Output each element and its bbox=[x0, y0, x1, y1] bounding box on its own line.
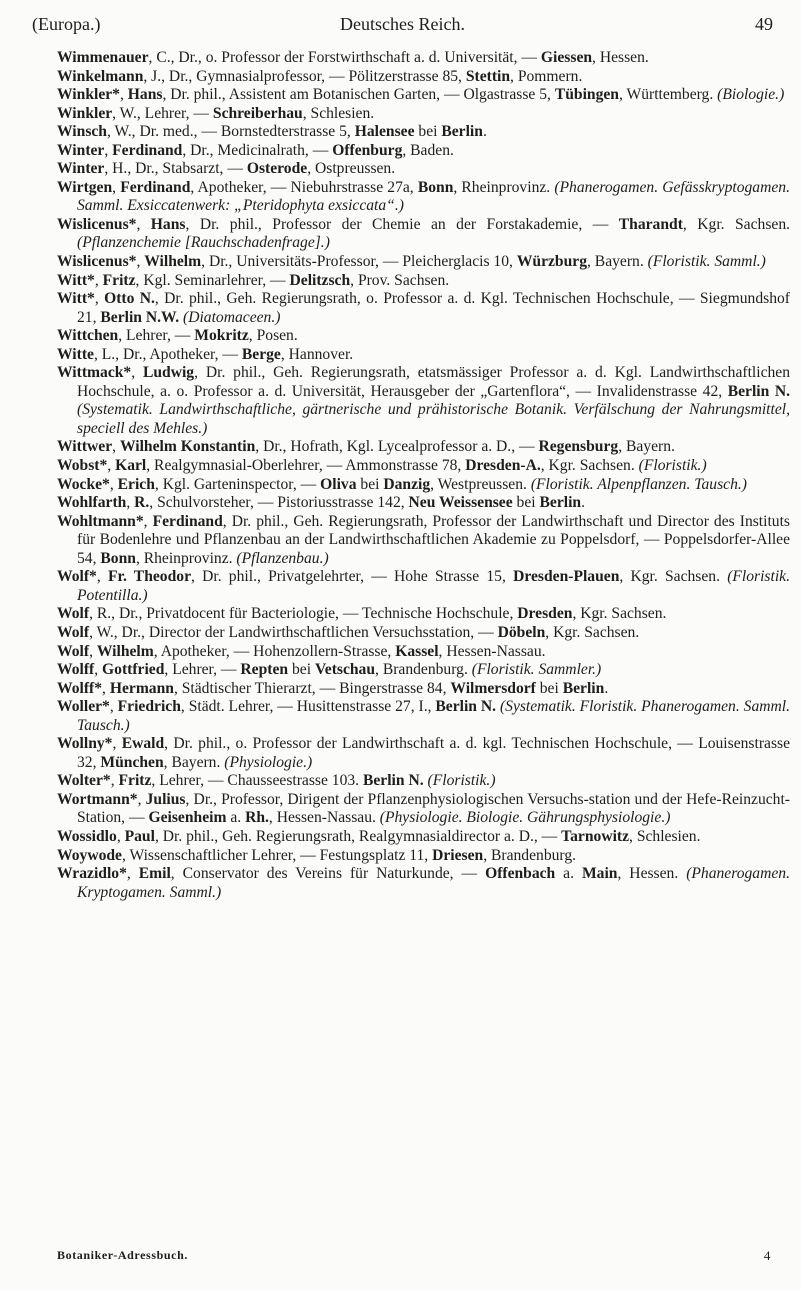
address-entry: Wolter*, Fritz, Lehrer, — Chausseestrasse 103. Berlin N. (Floristik.) bbox=[57, 772, 496, 790]
address-entry: Winkler*, Hans, Dr. phil., Assistent am Botanischen Garten, — Olgastrasse 5, Tübingen, Württemberg. (Biologie.) bbox=[57, 86, 785, 104]
address-entry: Wirtgen, Ferdinand, Apotheker, — Niebuhrstrasse 27a, Bonn, Rheinprovinz. (Phanerogamen. Gefässkryptogamen. Samml. Exsiccatenwerk: „Pteridophyta exsiccata“.) bbox=[57, 178, 790, 215]
address-entry: Winkelmann, J., Dr., Gymnasialprofessor, — Pölitzerstrasse 85, Stettin, Pommern. bbox=[57, 67, 583, 85]
header-country: Deutsches Reich. bbox=[340, 14, 465, 34]
address-entry: Wocke*, Erich, Kgl. Garteninspector, — Oliva bei Danzig, Westpreussen. (Floristik. Alpenpflanzen. Tausch.) bbox=[57, 475, 747, 493]
header-region: (Europa.) bbox=[32, 14, 101, 34]
address-entry: Wolf*, Fr. Theodor, Dr. phil., Privatgelehrter, — Hohe Strasse 15, Dresden-Plauen, Kgr. Sachsen. (Floristik. Potentilla.) bbox=[57, 568, 790, 604]
address-entry: Woller*, Friedrich, Städt. Lehrer, — Husittenstrasse 27, I., Berlin N. (Systematik. Floristik. Phanerogamen. Samml. Tausch.) bbox=[57, 698, 790, 734]
address-entry: Wittwer, Wilhelm Konstantin, Dr., Hofrath, Kgl. Lycealprofessor a. D., — Regensburg, Bayern. bbox=[57, 438, 675, 456]
address-entry: Wolf, R., Dr., Privatdocent für Bacteriologie, — Technische Hochschule, Dresden, Kgr. Sachsen. bbox=[57, 605, 667, 623]
address-entry: Winsch, W., Dr. med., — Bornstedterstrasse 5, Halensee bei Berlin. bbox=[57, 123, 487, 141]
address-entry: Wollny*, Ewald, Dr. phil., o. Professor der Landwirthschaft a. d. kgl. Technischen Hochschule, — Louisenstrasse 32, München, Bayern. (Physiologie.) bbox=[57, 735, 791, 771]
address-entry: Wislicenus*, Wilhelm, Dr., Universitäts-Professor, — Pleicherglacis 10, Würzburg, Bayern. (Floristik. Samml.) bbox=[57, 253, 766, 271]
address-entry: Witt*, Fritz, Kgl. Seminarlehrer, — Delitzsch, Prov. Sachsen. bbox=[57, 271, 450, 289]
address-entry: Wolf, Wilhelm, Apotheker, — Hohenzollern-Strasse, Kassel, Hessen-Nassau. bbox=[57, 642, 546, 660]
address-entry: Wohltmann*, Ferdinand, Dr. phil., Geh. Regierungsrath, Professor der Landwirthschaft und Director des Instituts für Bodenlehre und Pflanzenbau an der Landwirthschaftlichen Akademie zu Poppelsdorf, — Poppelsdorfer-Allee 54, Bonn, Rheinprovinz. (Pflanzenbau.) bbox=[57, 512, 791, 567]
signature-mark: 4 bbox=[763, 1248, 771, 1263]
address-entry: Wrazidlo*, Emil, Conservator des Vereins für Naturkunde, — Offenbach a. Main, Hessen. (Phanerogamen. Kryptogamen. Samml.) bbox=[57, 865, 790, 901]
address-entry: Winkler, W., Lehrer, — Schreiberhau, Schlesien. bbox=[57, 104, 375, 122]
address-entry: Wittmack*, Ludwig, Dr. phil., Geh. Regierungsrath, etatsmässiger Professor a. d. Kgl. Landwirthschaftlichen Hochschule, a. o. Professor a. d. Universität, Herausgeber der „Gartenflora“, — Invalidenstrasse 42, Berlin N. (Systematik. Landwirthschaftliche, gärtnerische und prähistorische Botanik. Verfälschung der Nahrungsmittel, speciell des Mehles.) bbox=[57, 364, 791, 437]
running-header bbox=[32, 14, 773, 42]
footer-book-title: Botaniker-Adressbuch. bbox=[57, 1248, 188, 1262]
address-entry: Wolff*, Hermann, Städtischer Thierarzt, — Bingerstrasse 84, Wilmersdorf bei Berlin. bbox=[57, 679, 609, 697]
page-number: 49 bbox=[755, 14, 773, 34]
address-entry: Wohlfarth, R., Schulvorsteher, — Pistoriusstrasse 142, Neu Weissensee bei Berlin. bbox=[57, 494, 586, 512]
address-entry: Witt*, Otto N., Dr. phil., Geh. Regierungsrath, o. Professor a. d. Kgl. Technischen Hochschule, — Siegmundshof 21, Berlin N.W. (Diatomaceen.) bbox=[57, 290, 790, 326]
address-entry: Witte, L., Dr., Apotheker, — Berge, Hannover. bbox=[57, 345, 354, 363]
address-entries bbox=[57, 49, 790, 902]
address-entry: Wossidlo, Paul, Dr. phil., Geh. Regierungsrath, Realgymnasialdirector a. D., — Tarnowitz, Schlesien. bbox=[57, 827, 701, 845]
address-entry: Winter, H., Dr., Stabsarzt, — Osterode, Ostpreussen. bbox=[57, 160, 396, 178]
address-entry: Woywode, Wissenschaftlicher Lehrer, — Festungsplatz 11, Driesen, Brandenburg. bbox=[57, 846, 577, 864]
address-entry: Winter, Ferdinand, Dr., Medicinalrath, — Offenburg, Baden. bbox=[57, 141, 454, 159]
address-entry: Wolf, W., Dr., Director der Landwirthschaftlichen Versuchsstation, — Döbeln, Kgr. Sachsen. bbox=[57, 623, 640, 641]
address-entry: Wittchen, Lehrer, — Mokritz, Posen. bbox=[57, 327, 298, 345]
address-entry: Wimmenauer, C., Dr., o. Professor der Forstwirthschaft a. d. Universität, — Giessen, Hessen. bbox=[57, 49, 649, 66]
running-footer bbox=[57, 1248, 771, 1268]
address-entry: Wislicenus*, Hans, Dr. phil., Professor der Chemie an der Forstakademie, — Tharandt, Kgr. Sachsen. (Pflanzenchemie [Rauchschadenfrage].) bbox=[57, 215, 791, 252]
address-entry: Wortmann*, Julius, Dr., Professor, Dirigent der Pflanzenphysiologischen Versuchs-station und der Hefe-Reinzucht-Station, — Geisenheim a. Rh., Hessen-Nassau. (Physiologie. Biologie. Gährungsphysiologie.) bbox=[57, 790, 790, 827]
address-entry: Wolff, Gottfried, Lehrer, — Repten bei Vetschau, Brandenburg. (Floristik. Sammler.) bbox=[57, 661, 602, 679]
address-entry: Wobst*, Karl, Realgymnasial-Oberlehrer, — Ammonstrasse 78, Dresden-A., Kgr. Sachsen. (Floristik.) bbox=[57, 457, 707, 475]
